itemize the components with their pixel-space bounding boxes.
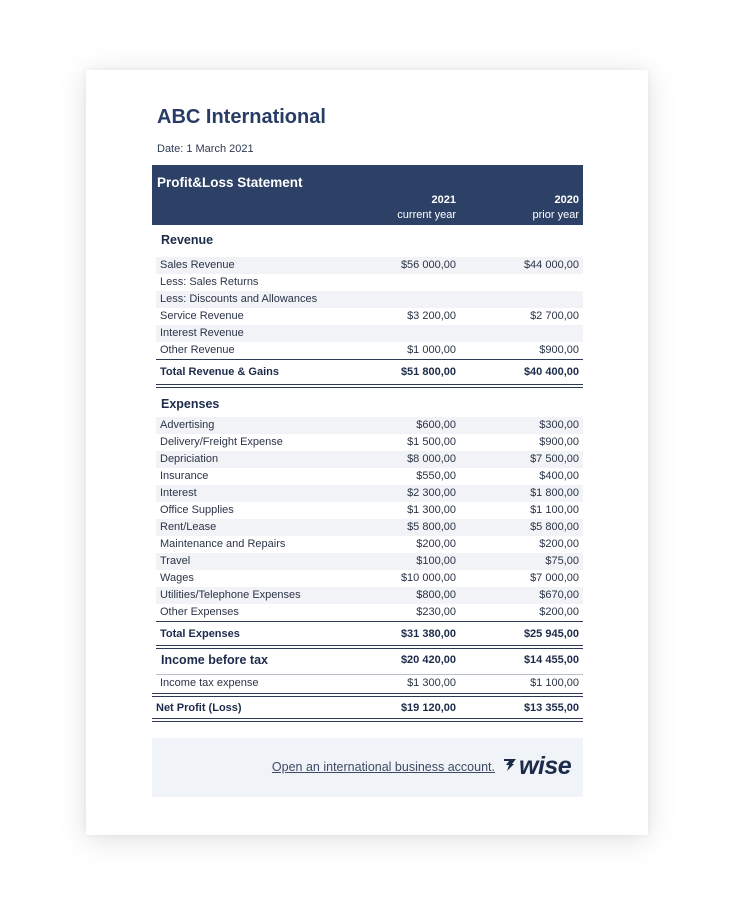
table-row [156, 274, 583, 291]
row-value-2021: $1 500,00 [407, 436, 456, 448]
row-label: Other Expenses [160, 606, 239, 618]
row-label: Rent/Lease [160, 521, 217, 533]
row-value-2020: $75,00 [545, 555, 579, 567]
row-value-2021: $230,00 [416, 606, 456, 618]
row-label: Less: Discounts and Allowances [160, 293, 318, 305]
row-value-2020: $5 800,00 [530, 521, 579, 533]
expense-rows [156, 417, 583, 621]
row-value-2021: $200,00 [416, 538, 456, 550]
row-value-2020: $2 700,00 [530, 310, 579, 322]
row-value-2020: $900,00 [539, 344, 579, 356]
income-tax-2021: $1 300,00 [407, 677, 456, 689]
table-row [156, 675, 583, 692]
col-2020-year: 2020 [554, 194, 579, 206]
row-label: Interest [160, 487, 197, 499]
company-name: ABC International [157, 106, 326, 128]
row-value-2020: $670,00 [539, 589, 579, 601]
row-value-2021: $1 300,00 [407, 504, 456, 516]
row-value-2020: $7 000,00 [530, 572, 579, 584]
expenses-section-title: Expenses [161, 397, 220, 411]
table-row [156, 257, 583, 274]
net-profit-2021: $19 120,00 [400, 702, 456, 714]
table-row [156, 325, 583, 342]
row-value-2020: $7 500,00 [530, 453, 579, 465]
row-label: Service Revenue [160, 310, 244, 322]
table-row [156, 291, 583, 308]
table-row [156, 434, 583, 451]
statement-title: Profit&Loss Statement [157, 175, 303, 190]
table-row [156, 519, 583, 536]
total-revenue-2021: $51 800,00 [400, 366, 456, 378]
double-rule [156, 384, 583, 388]
revenue-rows [156, 257, 583, 359]
row-value-2021: $5 800,00 [407, 521, 456, 533]
row-label: Wages [160, 572, 194, 584]
row-value-2020: $300,00 [539, 419, 579, 431]
total-expenses-2020: $25 945,00 [523, 628, 579, 640]
row-value-2021: $2 300,00 [407, 487, 456, 499]
row-label: Advertising [160, 419, 215, 431]
total-revenue-row [156, 359, 583, 380]
table-row [156, 468, 583, 485]
row-label: Office Supplies [160, 504, 234, 516]
total-expenses-label: Total Expenses [160, 628, 240, 640]
total-revenue-label: Total Revenue & Gains [160, 366, 279, 378]
total-expenses-row [156, 621, 583, 642]
row-value-2021: $600,00 [416, 419, 456, 431]
net-profit-label: Net Profit (Loss) [156, 702, 242, 714]
table-row [156, 502, 583, 519]
row-value-2021: $550,00 [416, 470, 456, 482]
col-2021-year: 2021 [431, 194, 456, 206]
table-row [156, 342, 583, 359]
income-tax-2020: $1 100,00 [530, 677, 579, 689]
net-profit-row [152, 697, 583, 717]
table-row [156, 553, 583, 570]
row-value-2020: $200,00 [539, 538, 579, 550]
open-business-account-link[interactable]: Open an international business account. [271, 760, 495, 774]
row-label: Other Revenue [160, 344, 235, 356]
net-profit-2020: $13 355,00 [523, 702, 579, 714]
row-label: Maintenance and Repairs [160, 538, 286, 550]
row-label: Utilities/Telephone Expenses [160, 589, 301, 601]
income-before-tax-label: Income before tax [161, 653, 268, 667]
income-tax-label: Income tax expense [160, 677, 259, 689]
row-label: Less: Sales Returns [160, 276, 259, 288]
table-row [156, 417, 583, 434]
total-expenses-2021: $31 380,00 [400, 628, 456, 640]
row-value-2020: $1 100,00 [530, 504, 579, 516]
row-value-2020: $44 000,00 [523, 259, 579, 271]
table-row [156, 570, 583, 587]
row-label: Depriciation [160, 453, 219, 465]
row-value-2021: $56 000,00 [400, 259, 456, 271]
wise-logo[interactable] [503, 752, 571, 778]
income-before-tax-row [156, 648, 583, 670]
row-label: Sales Revenue [160, 259, 235, 271]
row-value-2020: $1 800,00 [530, 487, 579, 499]
row-value-2021: $8 000,00 [407, 453, 456, 465]
wise-logo-text: wise [519, 752, 572, 780]
tax-rows [156, 674, 583, 692]
row-value-2020: $900,00 [539, 436, 579, 448]
col-2020-subtitle: prior year [532, 209, 579, 221]
row-value-2021: $10 000,00 [400, 572, 456, 584]
double-rule [152, 718, 583, 722]
table-row [156, 451, 583, 468]
row-value-2021: $800,00 [416, 589, 456, 601]
income-before-tax-2020: $14 455,00 [523, 654, 579, 666]
statement-page [86, 70, 648, 835]
col-2021-subtitle: current year [397, 209, 456, 221]
table-row [156, 604, 583, 621]
row-label: Delivery/Freight Expense [160, 436, 283, 448]
table-row [156, 587, 583, 604]
wise-banner [152, 738, 583, 797]
statement-date: Date: 1 March 2021 [157, 143, 254, 155]
row-label: Interest Revenue [160, 327, 244, 339]
row-value-2020: $200,00 [539, 606, 579, 618]
row-value-2021: $1 000,00 [407, 344, 456, 356]
row-label: Travel [160, 555, 191, 567]
table-header [152, 165, 583, 225]
wise-flag-icon [503, 756, 517, 772]
row-value-2020: $400,00 [539, 470, 579, 482]
row-value-2021: $3 200,00 [407, 310, 456, 322]
table-row [156, 485, 583, 502]
row-value-2021: $100,00 [416, 555, 456, 567]
table-row [156, 308, 583, 325]
table-row [156, 536, 583, 553]
income-before-tax-2021: $20 420,00 [400, 654, 456, 666]
revenue-section-title: Revenue [161, 233, 214, 247]
row-label: Insurance [160, 470, 209, 482]
total-revenue-2020: $40 400,00 [523, 366, 579, 378]
